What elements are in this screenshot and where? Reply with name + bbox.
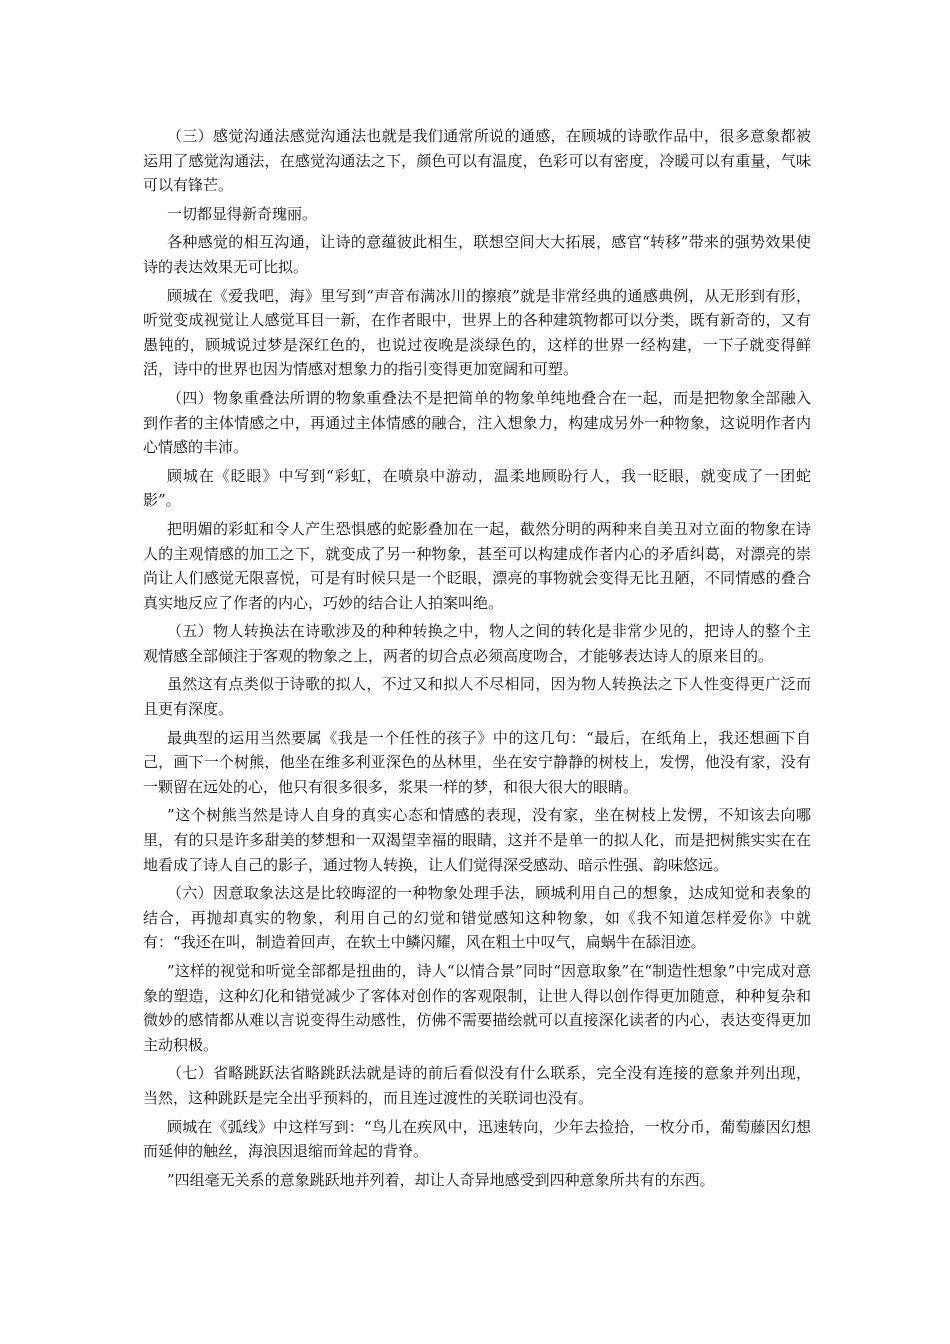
paragraph: ”这样的视觉和听觉全部都是扭曲的，诗人“以情合景”同时“因意取象”在“制造性想象”中完成对意象的塑造，这种幻化和错觉减少了客体对创作的客观限制，让世人得以创作得更加随意，种种复杂和微妙的感情都从难以言说变得生动感性，仿佛不需要描绘就可以直接深化读者的内心，表达变得更加主动积极。 [143, 962, 811, 1054]
paragraph-section-5: （五）物人转换法在诗歌涉及的种种转换之中，物人之间的转化是非常少见的，把诗人的整个主观情感全部倾注于客观的物象之上，两者的切合点必须高度吻合，才能够表达诗人的原来目的。 [143, 622, 811, 665]
paragraph: 顾城在《弧线》中这样写到：“鸟儿在疾风中，迅速转向，少年去捡拾，一枚分币，葡萄藤因幻想而延伸的触丝，海浪因退缩而耸起的背脊。 [143, 1117, 811, 1161]
paragraph: 把明媚的彩虹和令人产生恐惧感的蛇影叠加在一起，截然分明的两种来自美丑对立面的物象在诗人的主观情感的加工之下，就变成了另一种物象，甚至可以构建成作者内心的矛盾纠葛，对漂亮的崇尚让人们感觉无限喜悦，可是有时候只是一个眨眼，漂亮的事物就会变得无比丑陋，不同情感的叠合真实地反应了作者的内心，巧妙的结合让人拍案叫绝。 [143, 519, 811, 612]
document-body [143, 124, 811, 1196]
paragraph: 顾城在《眨眼》中写到“彩虹，在喷泉中游动，温柔地顾盼行人，我一眨眼，就变成了一团蛇影”。 [143, 466, 811, 510]
paragraph: 各种感觉的相互沟通，让诗的意蕴彼此相生，联想空间大大拓展，感官“转移”带来的强势效果使诗的表达效果无可比拟。 [143, 233, 811, 276]
paragraph: 顾城在《爱我吧，海》里写到“声音布满冰川的擦痕”就是非常经典的通感典例，从无形到有形，听觉变成视觉让人感觉耳目一新，在作者眼中，世界上的各种建筑物都可以分类，既有新奇的，又有愚钝的，顾城说过梦是深红色的，也说过夜晚是淡绿色的，这样的世界一经构建，一下子就变得鲜活，诗中的世界也因为情感对想象力的指引变得更加宽阔和可塑。 [143, 286, 811, 379]
paragraph: 最典型的运用当然要属《我是一个任性的孩子》中的这几句：“最后，在纸角上，我还想画下自己，画下一个树熊，他坐在维多利亚深色的丛林里，坐在安宁静静的树枝上，发愣，他没有家，没有一颗留在远处的心，他只有很多很多，浆果一样的梦，和很大很大的眼睛。 [143, 728, 811, 796]
paragraph: ”四组毫无关系的意象跳跃地并列着，却让人奇异地感受到四种意象所共有的东西。 [167, 1170, 715, 1189]
paragraph-section-6: （六）因意取象法这是比较晦涩的一种物象处理手法，顾城利用自己的想象，达成知觉和表象的结合，再抛却真实的物象，利用自己的幻觉和错觉感知这种物象，如《我不知道怎样爱你》中就有：“我还在叫，制造着回声，在软土中鳞闪耀，风在粗土中叹气，扁蜗牛在舔泪迹。 [143, 884, 811, 952]
paragraph-section-4: （四）物象重叠法所谓的物象重叠法不是把简单的物象单纯地叠合在一起，而是把物象全部融入到作者的主体情感之中，再通过主体情感的融合，注入想象力，构建成另外一种物象，这说明作者内心情感的丰沛。 [143, 388, 811, 457]
paragraph: 一切都显得新奇瑰丽。 [167, 204, 318, 223]
paragraph: ”这个树熊当然是诗人自身的真实心态和情感的表现，没有家，坐在树枝上发愣，不知该去向哪里，有的只是许多甜美的梦想和一双渴望幸福的眼睛，这并不是单一的拟人化，而是把树熊实实在在地看成了诗人自己的影子，通过物人转换，让人们觉得深受感动、暗示性强、韵味悠远。 [143, 806, 811, 874]
paragraph-section-7: （七）省略跳跃法省略跳跃法就是诗的前后看似没有什么联系，完全没有连接的意象并列出现，当然，这种跳跃是完全出乎预料的，而且连过渡性的关联词也没有。 [143, 1064, 811, 1107]
paragraph-section-3: （三）感觉沟通法感觉沟通法也就是我们通常所说的通感，在顾城的诗歌作品中，很多意象都被运用了感觉沟通法，在感觉沟通法之下，颜色可以有温度，色彩可以有密度，冷暖可以有重量，气味可以有锋芒。 [143, 127, 811, 195]
paragraph: 虽然这有点类似于诗歌的拟人，不过又和拟人不尽相同，因为物人转换法之下人性变得更广泛而且更有深度。 [143, 675, 811, 719]
